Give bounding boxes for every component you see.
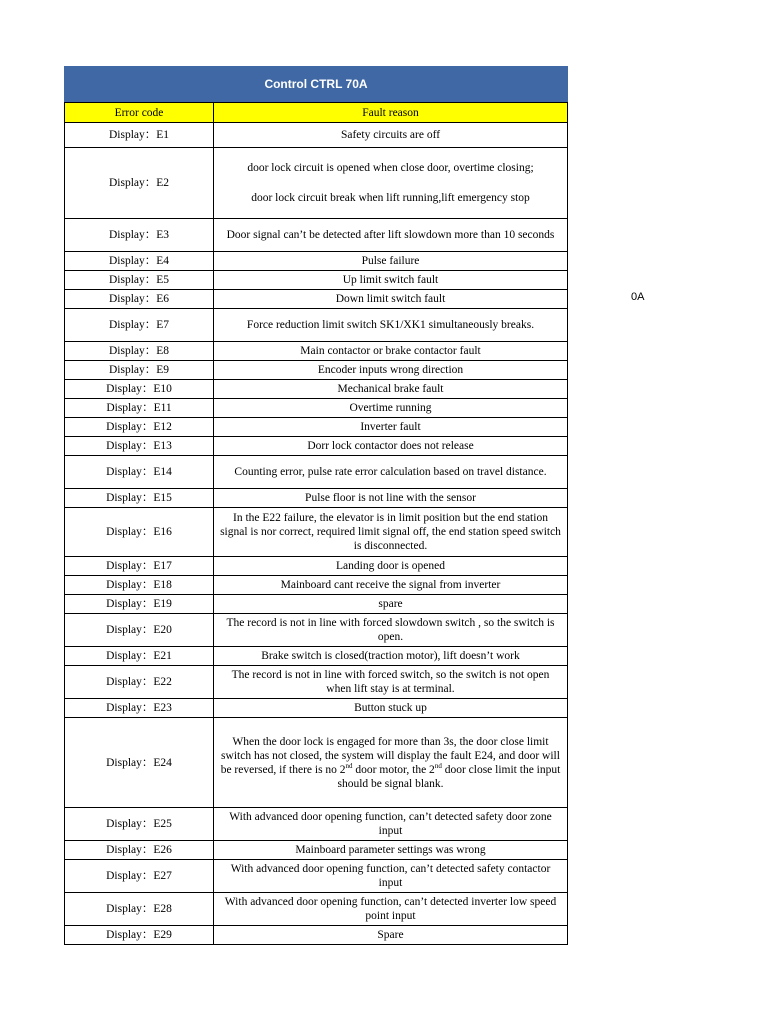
error-code-cell: Display：E5: [65, 271, 214, 290]
table-row: [65, 893, 568, 926]
error-code-cell: Display：E13: [65, 437, 214, 456]
fault-reason-cell: Overtime running: [214, 399, 568, 418]
error-code-cell: Display：E17: [65, 557, 214, 576]
error-code-cell: Display：E28: [65, 893, 214, 926]
fault-reason-cell: spare: [214, 595, 568, 614]
error-code-table: [64, 102, 568, 945]
table-row: [65, 252, 568, 271]
sheet-title: Control CTRL 70A: [64, 66, 568, 102]
fault-reason-cell: Pulse failure: [214, 252, 568, 271]
table-row: [65, 808, 568, 841]
error-code-cell: Display：E12: [65, 418, 214, 437]
fault-reason-cell: Pulse floor is not line with the sensor: [214, 489, 568, 508]
fault-reason-line: door lock circuit break when lift running,lift emergency stop: [251, 192, 530, 204]
fault-reason-cell: Down limit switch fault: [214, 290, 568, 309]
table-row: [65, 508, 568, 557]
fault-reason-cell: The record is not in line with forced switch, so the switch is not open when lift stay is at terminal.: [214, 666, 568, 699]
fault-reason-text: door motor, the 2: [352, 763, 435, 776]
table-row: [65, 841, 568, 860]
table-row: [65, 456, 568, 489]
error-code-cell: Display：E6: [65, 290, 214, 309]
table-row: [65, 926, 568, 945]
table-row: [65, 699, 568, 718]
table-row: [65, 418, 568, 437]
error-code-cell: Display：E10: [65, 380, 214, 399]
header-error-code: Error code: [65, 103, 214, 123]
error-code-cell: Display：E18: [65, 576, 214, 595]
table-row: [65, 595, 568, 614]
fault-reason-line: door lock circuit is opened when close door, overtime closing;: [247, 162, 534, 174]
table-row: [65, 399, 568, 418]
fault-reason-cell: [214, 718, 568, 808]
fault-reason-cell: The record is not in line with forced slowdown switch , so the switch is open.: [214, 614, 568, 647]
table-row: [65, 557, 568, 576]
fault-reason-cell: Brake switch is closed(traction motor), lift doesn’t work: [214, 647, 568, 666]
table-row: [65, 361, 568, 380]
fault-reason-cell: Main contactor or brake contactor fault: [214, 342, 568, 361]
table-row: [65, 666, 568, 699]
fault-reason-cell: Button stuck up: [214, 699, 568, 718]
error-code-cell: Display：E19: [65, 595, 214, 614]
error-code-cell: Display：E14: [65, 456, 214, 489]
error-code-cell: Display：E9: [65, 361, 214, 380]
table-row: [65, 123, 568, 148]
fault-reason-cell: With advanced door opening function, can’t detected safety contactor input: [214, 860, 568, 893]
table-row: [65, 148, 568, 219]
fault-reason-cell: Force reduction limit switch SK1/XK1 simultaneously breaks.: [214, 309, 568, 342]
fault-reason-cell: [214, 148, 568, 219]
error-code-cell: Display：E4: [65, 252, 214, 271]
fault-reason-lines: [219, 158, 562, 208]
table-row: [65, 309, 568, 342]
fault-reason-cell: Encoder inputs wrong direction: [214, 361, 568, 380]
fault-reason-cell: In the E22 failure, the elevator is in limit position but the end station signal is nor correct, required limit signal off, the end station speed switch is disconnected.: [214, 508, 568, 557]
error-code-cell: Display：E22: [65, 666, 214, 699]
fault-reason-cell: Dorr lock contactor does not release: [214, 437, 568, 456]
error-code-cell: Display：E23: [65, 699, 214, 718]
error-code-cell: Display：E16: [65, 508, 214, 557]
fault-reason-cell: Mainboard parameter settings was wrong: [214, 841, 568, 860]
table-row: [65, 647, 568, 666]
side-note: 0A: [631, 291, 645, 303]
fault-reason-cell: Landing door is opened: [214, 557, 568, 576]
fault-reason-cell: Mainboard cant receive the signal from inverter: [214, 576, 568, 595]
table-row: [65, 489, 568, 508]
error-code-cell: Display：E27: [65, 860, 214, 893]
error-code-cell: Display：E24: [65, 718, 214, 808]
error-code-cell: Display：E11: [65, 399, 214, 418]
error-code-cell: Display：E1: [65, 123, 214, 148]
table-row: [65, 290, 568, 309]
fault-reason-cell: Mechanical brake fault: [214, 380, 568, 399]
table-row: [65, 271, 568, 290]
table-row: [65, 860, 568, 893]
error-code-cell: Display：E29: [65, 926, 214, 945]
ordinal-suffix: nd: [345, 761, 353, 770]
error-code-cell: Display：E3: [65, 219, 214, 252]
error-code-sheet: [64, 66, 568, 945]
table-row: [65, 380, 568, 399]
fault-reason-text: door close limit the input should be signal blank.: [337, 763, 561, 790]
fault-reason-cell: Up limit switch fault: [214, 271, 568, 290]
fault-reason-cell: Inverter fault: [214, 418, 568, 437]
fault-reason-cell: With advanced door opening function, can’t detected safety door zone input: [214, 808, 568, 841]
table-header-row: [65, 103, 568, 123]
error-code-cell: Display：E2: [65, 148, 214, 219]
table-row: [65, 576, 568, 595]
fault-reason-cell: With advanced door opening function, can’t detected inverter low speed point input: [214, 893, 568, 926]
table-row: [65, 718, 568, 808]
table-row: [65, 437, 568, 456]
fault-reason-cell: Safety circuits are off: [214, 123, 568, 148]
error-code-cell: Display：E8: [65, 342, 214, 361]
header-fault-reason: Fault reason: [214, 103, 568, 123]
error-code-cell: Display：E21: [65, 647, 214, 666]
error-code-cell: Display：E7: [65, 309, 214, 342]
ordinal-suffix: nd: [434, 761, 442, 770]
fault-reason-text: When the door lock is engaged for more than 3s, the door close limit switch has not closed, the system will display the fault E24, and door will be reversed, if there is no 2: [220, 735, 560, 776]
fault-reason-cell: Counting error, pulse rate error calculation based on travel distance.: [214, 456, 568, 489]
table-row: [65, 342, 568, 361]
table-row: [65, 219, 568, 252]
error-code-cell: Display：E25: [65, 808, 214, 841]
table-row: [65, 614, 568, 647]
error-code-cell: Display：E26: [65, 841, 214, 860]
fault-reason-cell: Spare: [214, 926, 568, 945]
fault-reason-cell: Door signal can’t be detected after lift slowdown more than 10 seconds: [214, 219, 568, 252]
error-code-cell: Display：E20: [65, 614, 214, 647]
error-code-cell: Display：E15: [65, 489, 214, 508]
